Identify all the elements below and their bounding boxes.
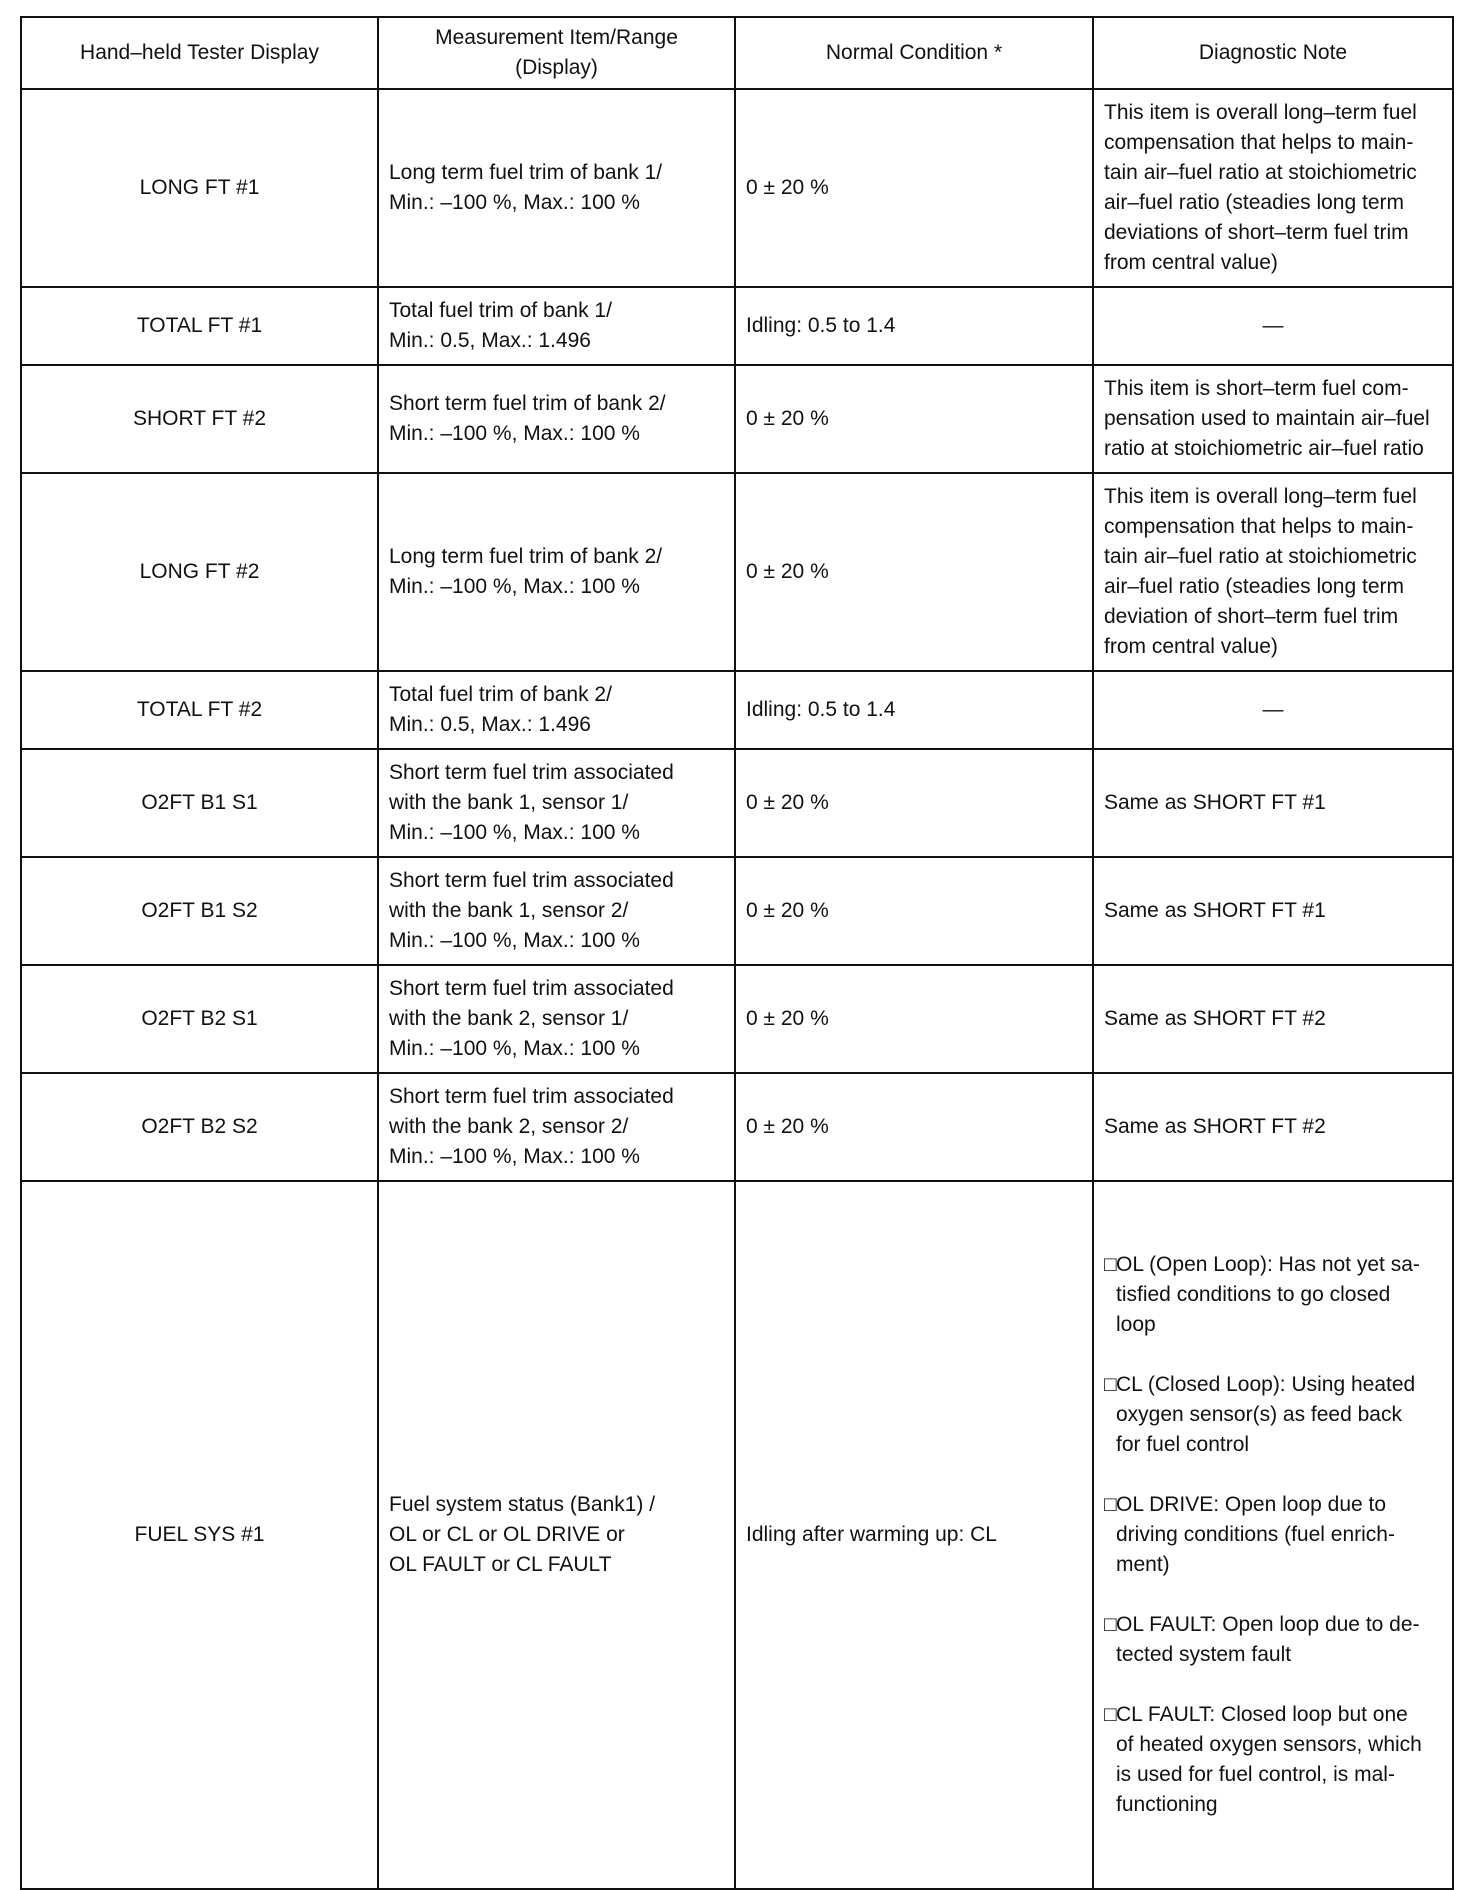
- list-item-text: OL FAULT: Open loop due to de- tected system fault: [1116, 1613, 1420, 1666]
- table-row: [21, 857, 1453, 965]
- table-row: [21, 473, 1453, 671]
- measurement-cell: Short term fuel trim associated with the bank 1, sensor 2/ Min.: –100 %, Max.: 100 %: [378, 857, 735, 965]
- table-row: [21, 671, 1453, 749]
- normal-condition-cell: Idling: 0.5 to 1.4: [735, 671, 1093, 749]
- normal-condition-cell: Idling after warming up: CL: [735, 1181, 1093, 1889]
- list-item: [1104, 1490, 1442, 1580]
- header-normal-condition: Normal Condition *: [735, 17, 1093, 89]
- tester-display-cell: SHORT FT #2: [21, 365, 378, 473]
- header-diagnostic-note: Diagnostic Note: [1093, 17, 1453, 89]
- normal-condition-cell: Idling: 0.5 to 1.4: [735, 287, 1093, 365]
- normal-condition-cell: 0 ± 20 %: [735, 749, 1093, 857]
- normal-condition-cell: 0 ± 20 %: [735, 965, 1093, 1073]
- tester-display-cell: O2FT B1 S1: [21, 749, 378, 857]
- checkbox-bullet-icon: □: [1104, 1373, 1117, 1396]
- normal-condition-cell: 0 ± 20 %: [735, 89, 1093, 287]
- fuel-status-note-list: [1104, 1220, 1442, 1850]
- table-row: [21, 365, 1453, 473]
- list-item: [1104, 1250, 1442, 1340]
- tester-display-cell: O2FT B2 S2: [21, 1073, 378, 1181]
- table-header: [21, 17, 1453, 89]
- table-row: [21, 1181, 1453, 1889]
- list-item-text: CL (Closed Loop): Using heated oxygen sensor(s) as feed back for fuel control: [1116, 1373, 1416, 1456]
- diagnostic-note-cell: This item is overall long–term fuel compensation that helps to main- tain air–fuel ratio at stoichiometric air–fuel ratio (steadies long term deviation of short–term fuel trim from central value): [1093, 473, 1453, 671]
- checkbox-bullet-icon: □: [1104, 1493, 1117, 1516]
- tester-display-cell: LONG FT #2: [21, 473, 378, 671]
- tester-display-cell: TOTAL FT #2: [21, 671, 378, 749]
- tester-display-cell: O2FT B1 S2: [21, 857, 378, 965]
- table-row: [21, 749, 1453, 857]
- measurement-cell: Fuel system status (Bank1) / OL or CL or OL DRIVE or OL FAULT or CL FAULT: [378, 1181, 735, 1889]
- diagnostic-note-cell: Same as SHORT FT #1: [1093, 749, 1453, 857]
- list-item: [1104, 1370, 1442, 1460]
- measurement-cell: Short term fuel trim associated with the bank 1, sensor 1/ Min.: –100 %, Max.: 100 %: [378, 749, 735, 857]
- tester-display-cell: LONG FT #1: [21, 89, 378, 287]
- diagnostic-note-cell: Same as SHORT FT #2: [1093, 1073, 1453, 1181]
- normal-condition-cell: 0 ± 20 %: [735, 1073, 1093, 1181]
- diagnostic-note-cell: This item is overall long–term fuel compensation that helps to main- tain air–fuel ratio at stoichiometric air–fuel ratio (steadies long term deviations of short–term fuel trim from central value): [1093, 89, 1453, 287]
- tester-display-cell: FUEL SYS #1: [21, 1181, 378, 1889]
- measurement-cell: Long term fuel trim of bank 2/ Min.: –100 %, Max.: 100 %: [378, 473, 735, 671]
- normal-condition-cell: 0 ± 20 %: [735, 365, 1093, 473]
- list-item-text: OL (Open Loop): Has not yet sa- tisfied conditions to go closed loop: [1116, 1253, 1420, 1336]
- list-item: [1104, 1610, 1442, 1670]
- table-row: [21, 1073, 1453, 1181]
- diagnostic-note-cell: —: [1093, 671, 1453, 749]
- checkbox-bullet-icon: □: [1104, 1703, 1117, 1726]
- measurement-cell: Long term fuel trim of bank 1/ Min.: –100 %, Max.: 100 %: [378, 89, 735, 287]
- measurement-cell: Short term fuel trim of bank 2/ Min.: –100 %, Max.: 100 %: [378, 365, 735, 473]
- diagnostic-note-cell: Same as SHORT FT #1: [1093, 857, 1453, 965]
- table-row: [21, 287, 1453, 365]
- measurement-cell: Short term fuel trim associated with the bank 2, sensor 1/ Min.: –100 %, Max.: 100 %: [378, 965, 735, 1073]
- diagnostic-note-cell: —: [1093, 287, 1453, 365]
- list-item-text: OL DRIVE: Open loop due to driving conditions (fuel enrich- ment): [1116, 1493, 1395, 1576]
- list-item: [1104, 1700, 1442, 1820]
- checkbox-bullet-icon: □: [1104, 1253, 1117, 1276]
- diagnostic-note-cell: This item is short–term fuel com- pensation used to maintain air–fuel ratio at stoichiometric air–fuel ratio: [1093, 365, 1453, 473]
- tester-display-cell: TOTAL FT #1: [21, 287, 378, 365]
- diagnostic-note-cell: [1093, 1181, 1453, 1889]
- data-monitor-table: [20, 16, 1454, 1890]
- diagnostic-note-cell: Same as SHORT FT #2: [1093, 965, 1453, 1073]
- header-tester-display: Hand–held Tester Display: [21, 17, 378, 89]
- measurement-cell: Total fuel trim of bank 1/ Min.: 0.5, Max.: 1.496: [378, 287, 735, 365]
- normal-condition-cell: 0 ± 20 %: [735, 473, 1093, 671]
- table-body: [21, 89, 1453, 1889]
- table-row: [21, 965, 1453, 1073]
- checkbox-bullet-icon: □: [1104, 1613, 1117, 1636]
- table-row: [21, 89, 1453, 287]
- measurement-cell: Total fuel trim of bank 2/ Min.: 0.5, Max.: 1.496: [378, 671, 735, 749]
- normal-condition-cell: 0 ± 20 %: [735, 857, 1093, 965]
- header-measurement-item: Measurement Item/Range (Display): [378, 17, 735, 89]
- tester-display-cell: O2FT B2 S1: [21, 965, 378, 1073]
- list-item-text: CL FAULT: Closed loop but one of heated oxygen sensors, which is used for fuel control, is mal- functioning: [1116, 1703, 1422, 1816]
- measurement-cell: Short term fuel trim associated with the bank 2, sensor 2/ Min.: –100 %, Max.: 100 %: [378, 1073, 735, 1181]
- header-row: [21, 17, 1453, 89]
